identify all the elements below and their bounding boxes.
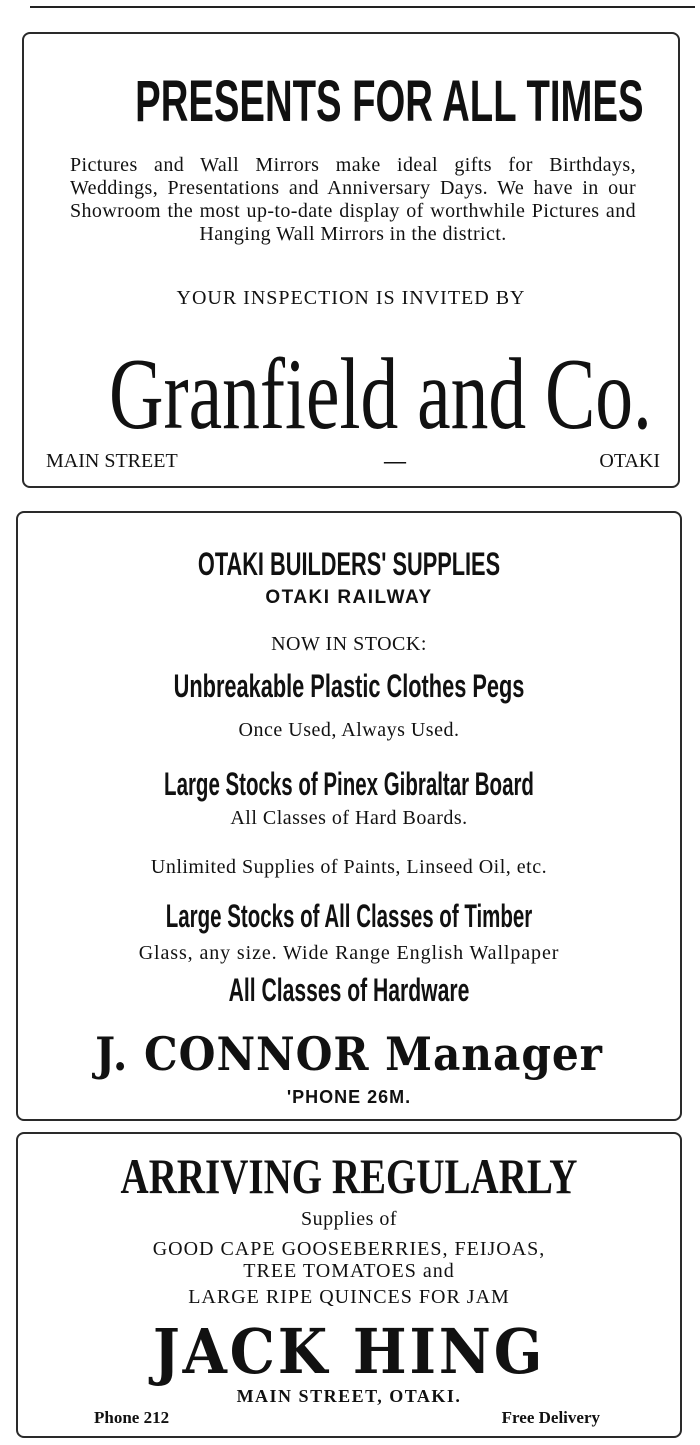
supplies-of-label: Supplies of	[300, 1208, 398, 1230]
manager-phone: 'PHONE 26M.	[286, 1087, 412, 1107]
gift-description: Pictures and Wall Mirrors make ideal gifts for Birthdays, Weddings, Presentations and Anniversary Days. We have in our Showroom the most up-to-date display of worthwhile Pictures and Hanging Wall Mirrors in the district.	[70, 154, 636, 245]
top-rule	[30, 6, 695, 8]
produce-line-1: GOOD CAPE GOOSEBERRIES, FEIJOAS,	[152, 1238, 546, 1260]
jack-hing-advertisement	[16, 1132, 682, 1438]
stock-item-gibraltar-board: Large Stocks of Pinex Gibraltar Board	[164, 766, 534, 802]
inspection-invite: YOUR INSPECTION IS INVITED BY	[176, 287, 526, 309]
builders-supplies-advertisement	[16, 511, 682, 1121]
manager-name: J. CONNOR Manager	[95, 1027, 603, 1081]
company-name: Granfield and Co.	[109, 338, 652, 451]
jack-hing-phone: Phone 212	[94, 1408, 170, 1427]
stock-item-pegs: Unbreakable Plastic Clothes Pegs	[173, 668, 525, 704]
stock-item-paints: Unlimited Supplies of Paints, Linseed Oil, etc.	[150, 856, 548, 878]
free-delivery-note: Free Delivery	[501, 1408, 600, 1427]
produce-line-3: LARGE RIPE QUINCES FOR JAM	[188, 1286, 510, 1308]
hard-boards-subline: All Classes of Hard Boards.	[230, 807, 468, 829]
stock-item-hardware: All Classes of Hardware	[228, 972, 470, 1008]
produce-line-2: TREE TOMATOES and	[243, 1260, 455, 1282]
arriving-headline: ARRIVING REGULARLY	[120, 1148, 578, 1204]
company-town: OTAKI	[599, 450, 660, 472]
glass-wallpaper-line: Glass, any size. Wide Range English Wallpaper	[138, 942, 560, 964]
presents-headline: PRESENTS FOR ALL TIMES	[135, 69, 644, 134]
jack-hing-name: JACK HING	[152, 1315, 546, 1388]
stock-item-timber: Large Stocks of All Classes of Timber	[165, 898, 533, 934]
company-street: MAIN STREET	[46, 450, 178, 472]
now-in-stock-label: NOW IN STOCK:	[271, 633, 427, 655]
granfield-advertisement	[22, 32, 680, 488]
address-dash: —	[384, 448, 406, 473]
pegs-tagline: Once Used, Always Used.	[238, 719, 460, 741]
business-name: OTAKI BUILDERS' SUPPLIES	[197, 546, 501, 582]
jack-hing-address: MAIN STREET, OTAKI.	[236, 1386, 462, 1406]
business-location: OTAKI RAILWAY	[265, 587, 433, 608]
